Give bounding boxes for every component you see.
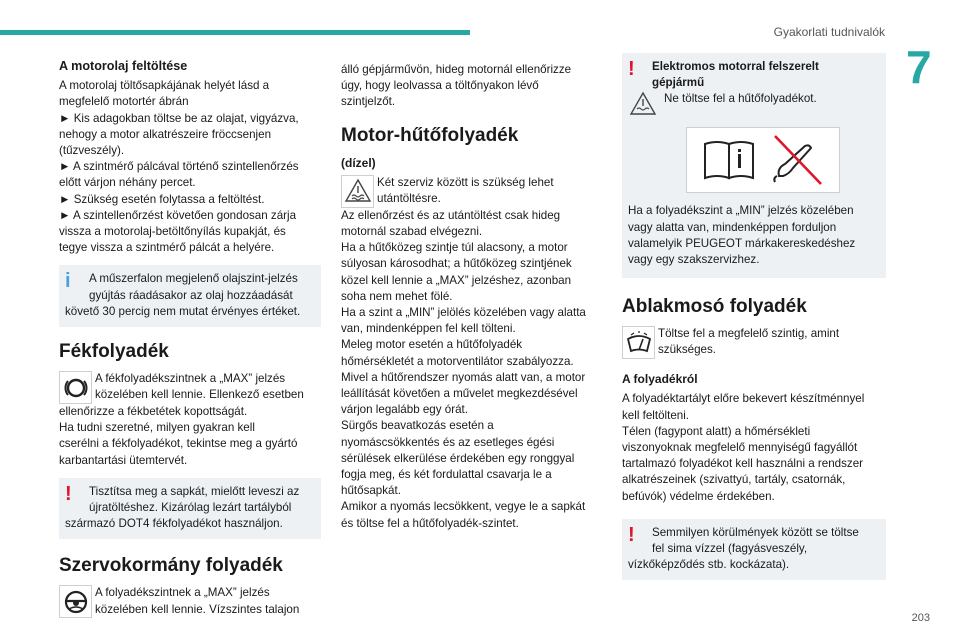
washer-fluid-row bbox=[622, 326, 886, 359]
warning-exclamation-icon: ! bbox=[65, 482, 72, 505]
text-line: tegye vissza a szintmérő pálcát a helyére. bbox=[59, 241, 275, 255]
text-line: Tisztítsa meg a sapkát, mielőtt leveszi az bbox=[89, 484, 300, 498]
power-steering-fluid-icon bbox=[59, 585, 92, 618]
text-line: súlyosan károsodhat; a hűtőközeg szintjének bbox=[341, 257, 572, 271]
warning-exclamation-icon: ! bbox=[628, 58, 635, 80]
text-line: vízkőképződés stb. kockázata). bbox=[628, 558, 790, 572]
section-title-folyadekrol: A folyadékról bbox=[622, 372, 698, 387]
text-line: úgy, hogy leolvassa a töltőnyakon lévő bbox=[341, 79, 539, 93]
folyadekrol-text bbox=[622, 391, 886, 504]
text-line: Töltse fel a megfelelő szintig, amint bbox=[658, 327, 840, 341]
warning-box-electric bbox=[622, 53, 886, 278]
text-line: Meleg motor esetén a hűtőfolyadék bbox=[341, 338, 523, 352]
text-line: vissza a motorolaj-betöltőnyílás kupakját, és bbox=[59, 225, 286, 239]
fek-text bbox=[59, 404, 321, 469]
no-coolant-row bbox=[628, 91, 880, 119]
section-title-motorolaj: A motorolaj feltöltése bbox=[59, 59, 188, 73]
text-line: közel kell lennie a „MAX” jelzéshez, azonban bbox=[341, 273, 572, 287]
warning-title-line: Elektromos motorral felszerelt bbox=[652, 60, 819, 73]
text-line: Ne töltse fel a hűtőfolyadékot. bbox=[664, 92, 817, 106]
text-line: Ha a hűtőközeg szintje túl alacsony, a motor bbox=[341, 241, 568, 255]
text-line: sérülések elkerülése érdekében egy ronggyal bbox=[341, 451, 575, 465]
text-line: tartalmazó folyadékot kell használni a rendszer bbox=[622, 457, 864, 471]
text-line: ► Szükség esetén folytassa a feltöltést. bbox=[59, 192, 265, 206]
info-box-oil bbox=[59, 265, 321, 327]
text-line: és töltse fel a hűtőfolyadék-szintet. bbox=[341, 516, 519, 530]
text-line: Ha a szint a „MIN” jelölés közelében vagy alatta bbox=[341, 306, 586, 320]
dizel-label: (dízel) bbox=[341, 155, 376, 170]
section-title-fek: Fékfolyadék bbox=[59, 341, 169, 363]
text-line: soha nem mehet fölé. bbox=[341, 289, 453, 303]
text-line: cserélni a fékfolyadékot, tekintse meg a gyártó bbox=[59, 437, 298, 451]
text-line: újratöltéshez. Kizárólag lezárt tartályból bbox=[89, 501, 292, 515]
coolant-row bbox=[341, 175, 603, 208]
text-line: hőmérsékletét a motorventilátor szabályozza. bbox=[341, 354, 574, 368]
text-line: közelében kell lennie. Vízszintes talajon bbox=[95, 602, 300, 616]
coolant-warning-icon bbox=[341, 175, 374, 208]
text-line: vagy egy szakszervizhez. bbox=[628, 253, 760, 267]
text-line: álló gépjárművön, hideg motornál ellenőrizze bbox=[341, 63, 572, 76]
text-line: követő 30 percig nem mutat érvényes értéket. bbox=[65, 304, 301, 318]
text-line: szintjelzőt. bbox=[341, 95, 396, 109]
warning-exclamation-icon: ! bbox=[628, 523, 635, 546]
text-line: van, mindenképpen fel kell tölteni. bbox=[341, 322, 516, 336]
text-line: Amikor a nyomás lecsökkent, vegye le a sapkát bbox=[341, 500, 586, 514]
warning-title-line: gépjármű bbox=[652, 76, 705, 90]
column-right bbox=[622, 53, 886, 588]
manual-and-no-coolant-icon bbox=[686, 127, 840, 193]
text-line: karbantartási ütemtervét. bbox=[59, 453, 188, 467]
text-line: A fékfolyadékszintnek a „MAX” jelzés bbox=[95, 372, 286, 386]
chapter-number: 7 bbox=[906, 41, 932, 93]
text-line: A műszerfalon megjelenő olajszint-jelzés bbox=[89, 272, 298, 286]
text-line: befúvók) védelme érdekében. bbox=[622, 489, 775, 503]
text-line: motornál szabad elvégezni. bbox=[341, 225, 483, 239]
text-line: nehogy a motor alkatrészeire fröccsenjen bbox=[59, 127, 272, 141]
text-line: Semmilyen körülmények között se töltse bbox=[652, 525, 859, 539]
text-line: kell feltölteni. bbox=[622, 408, 690, 422]
text-line: nyomáscsökkentés és az esetleges égési bbox=[341, 435, 555, 449]
huto-text bbox=[341, 208, 603, 532]
section-title-huto: Motor-hűtőfolyadék bbox=[341, 124, 519, 146]
text-line: (tűzveszély). bbox=[59, 144, 125, 158]
motorolaj-text bbox=[59, 78, 321, 256]
text-line: ► A szintellenőrzést követően gondosan zárja bbox=[59, 208, 297, 222]
steering-fluid-row bbox=[59, 585, 321, 618]
text-line: megfelelő motortér ábrán bbox=[59, 95, 189, 109]
text-line: Az ellenőrzést és az utántöltést csak hideg bbox=[341, 208, 561, 222]
text-line: Mivel a hűtőrendszer nyomás alatt van, a motor bbox=[341, 370, 586, 384]
column-left bbox=[59, 58, 321, 618]
text-line: Télen (fagypont alatt) a hőmérsékleti bbox=[622, 424, 811, 438]
text-line: A folyadékszintnek a „MAX” jelzés bbox=[95, 586, 270, 600]
text-line: közelében kell lennie. Ellenkező esetben bbox=[95, 388, 304, 402]
text-line: várjon legalább egy órát. bbox=[341, 403, 468, 417]
text-line: A folyadéktartályt előre bekevert készítménnyel bbox=[622, 392, 865, 406]
coolant-warning-icon bbox=[628, 91, 662, 119]
section-title-szervo: Szervokormány folyadék bbox=[59, 555, 283, 577]
warning-box-brake bbox=[59, 478, 321, 540]
text-line: gyújtás ráadásakor az olaj hozzáadását bbox=[89, 288, 293, 302]
section-title-ablak: Ablakmosó folyadék bbox=[622, 296, 807, 318]
column-middle bbox=[341, 62, 603, 532]
text-line: származó DOT4 fékfolyadékot használjon. bbox=[65, 517, 283, 531]
brake-fluid-row bbox=[59, 371, 321, 404]
text-line: leállítását követően a művelet megkezdésével bbox=[341, 387, 578, 401]
text-line: Sürgős beavatkozás esetén a bbox=[341, 419, 494, 433]
text-line: valamelyik PEUGEOT márkakereskedéshez bbox=[628, 236, 856, 250]
text-line: fogja meg, és két fordulattal csavarja le a bbox=[341, 468, 552, 482]
text-line: Ha tudni szeretné, milyen gyakran kell bbox=[59, 421, 255, 435]
text-line: Ha a folyadékszint a „MIN” jelzés közelében bbox=[628, 204, 854, 218]
text-line: előtt várjon néhány percet. bbox=[59, 176, 196, 190]
text-line: viszonyoknak megfelelő mennyiségű fagyállót bbox=[622, 441, 858, 455]
info-icon: i bbox=[65, 270, 71, 293]
warning-box-washer bbox=[622, 519, 886, 581]
text-line: ► Kis adagokban töltse be az olajat, vigyázva, bbox=[59, 111, 299, 125]
washer-fluid-icon bbox=[622, 326, 655, 359]
brake-fluid-icon bbox=[59, 371, 92, 404]
page-header-title: Gyakorlati tudnivalók bbox=[773, 25, 885, 39]
text-line: alkatrészeinek (szivattyú, tartály, csatornák, bbox=[622, 473, 846, 487]
text-line: Két szerviz között is szükség lehet bbox=[377, 175, 554, 189]
text-line: fel sima vízzel (fagyásveszély, bbox=[652, 542, 808, 556]
text-line: vagy alatta van, mindenképpen forduljon bbox=[628, 220, 837, 234]
page-number: 203 bbox=[911, 612, 930, 624]
text-line: utántöltésre. bbox=[377, 192, 441, 206]
text-line: A motorolaj töltősapkájának helyét lásd a bbox=[59, 79, 270, 93]
text-line: ► A szintmérő pálcával történő szintellenőrzés bbox=[59, 160, 299, 174]
text-line: ellenőrizze a fékbetétek kopottságát. bbox=[59, 405, 248, 419]
text-line: szükséges. bbox=[658, 343, 716, 357]
text-line: hűtősapkát. bbox=[341, 484, 401, 498]
header-accent-bar bbox=[0, 30, 470, 35]
